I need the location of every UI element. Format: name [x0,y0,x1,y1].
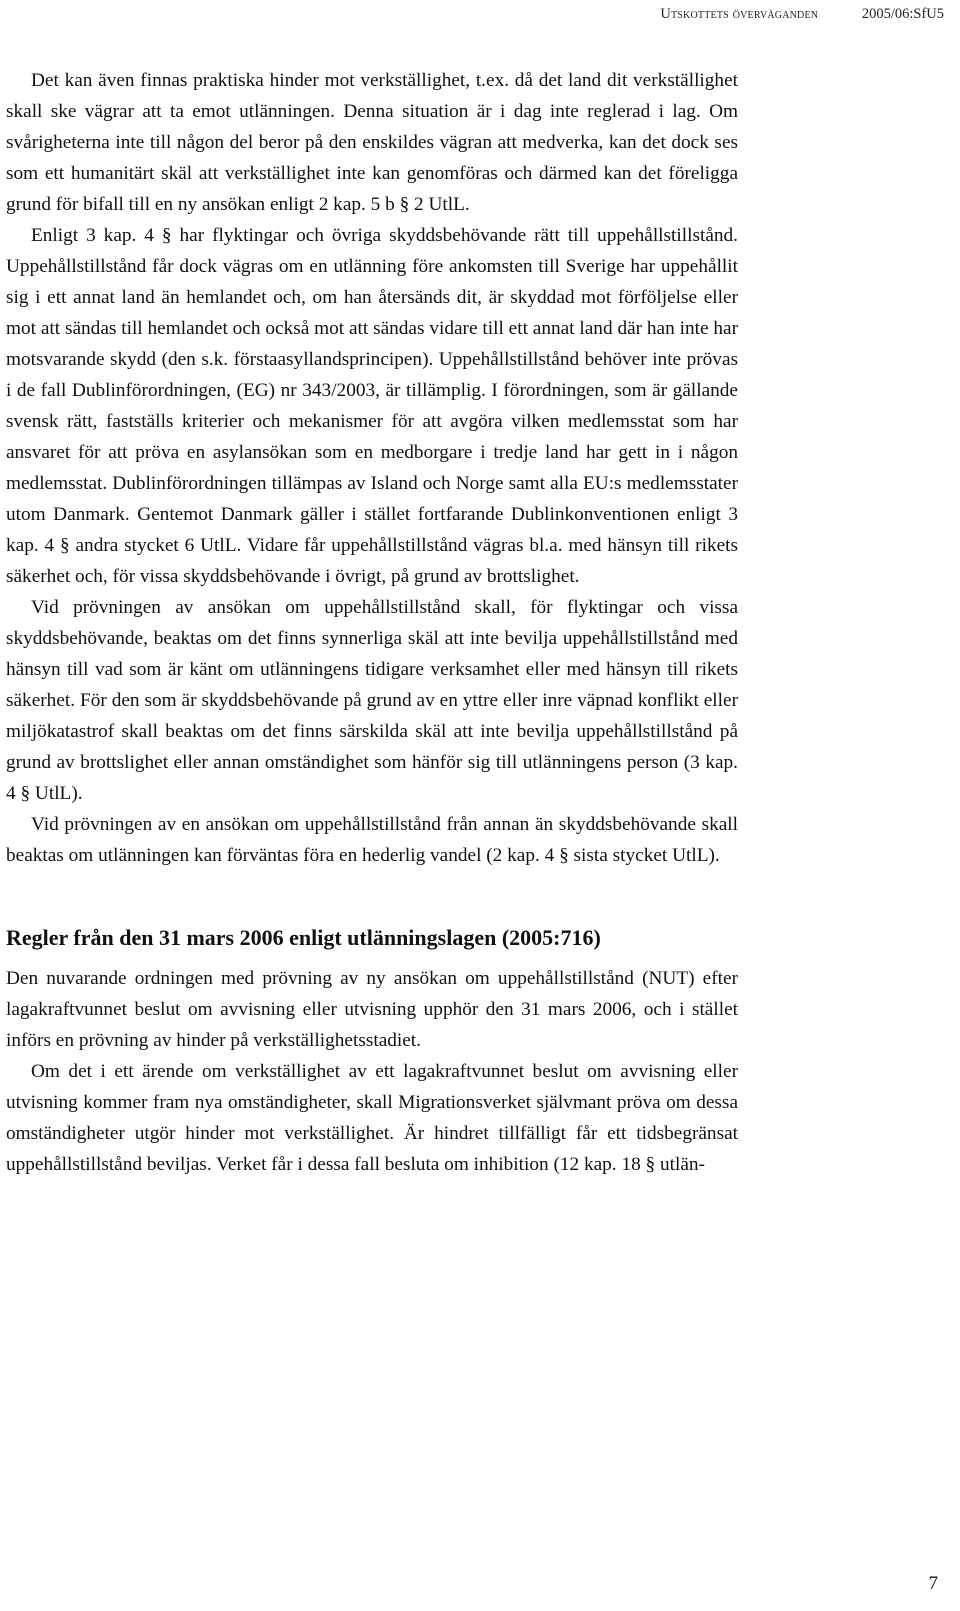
running-header [0,6,944,23]
paragraph: Den nuvarande ordningen med prövning av ny ansökan om uppehållstillstånd (NUT) efter lagakraftvunnet beslut om avvisning eller utvisning upphör den 31 mars 2006, och i stället införs en prövning av hinder på verkställighetsstadiet. [6,968,738,1051]
document-body [6,65,738,1180]
paragraph: Enligt 3 kap. 4 § har flyktingar och övriga skyddsbehövande rätt till uppehållstillstånd. Uppehållstillstånd får dock vägras om en utlänning före ankomsten till Sverige har uppehållit sig i ett annat land än hemlandet och, om han återsänds dit, är skyddad mot förföljelse eller mot att sändas till hemlandet och också mot att sändas vidare till ett annat land där han inte har motsvarande skydd (den s.k. förstaasyllandsprincipen). Uppehållstillstånd behöver inte prövas i de fall Dublinförordningen, (EG) nr 343/2003, är tillämplig. I förordningen, som är gällande svensk rätt, fastställs kriterier och mekanismer för att avgöra vilken medlemsstat som har ansvaret för att pröva en asylansökan som en medborgare i tredje land har gett in i någon medlemsstat. Dublinförordningen tillämpas av Island och Norge samt alla EU:s medlemsstater utom Danmark. Gentemot Danmark gäller i stället fortfarande Dublinkonventionen enligt 3 kap. 4 § andra stycket 6 UtlL. Vidare får uppehållstillstånd vägras bl.a. med hänsyn till rikets säkerhet och, för vissa skyddsbehövande i övrigt, på grund av brottslighet. [6,225,738,587]
paragraph: Om det i ett ärende om verkställighet av ett lagakraftvunnet beslut om avvisning eller utvisning kommer fram nya omständigheter, skall Migrationsverket självmant pröva om dessa omständigheter utgör hinder mot verkställighet. Är hindret tillfälligt får ett tidsbegränsat uppehållstillstånd beviljas. Verket får i dessa fall besluta om inhibition (12 kap. 18 § utlän- [6,1061,738,1175]
paragraph: Det kan även finnas praktiska hinder mot verkställighet, t.ex. då det land dit verkställighet skall ske vägrar att ta emot utlänningen. Denna situation är i dag inte reglerad i lag. Om svårigheterna inte till någon del beror på den enskildes vägran att medverka, kan det dock ses som ett humanitärt skäl att verkställighet inte kan genomföras och därmed kan det föreligga grund för bifall till en ny ansökan enligt 2 kap. 5 b § 2 UtlL. [6,70,738,215]
section-heading: Regler från den 31 mars 2006 enligt utlänningslagen (2005:716) [6,925,601,950]
paragraph: Vid prövningen av en ansökan om uppehållstillstånd från annan än skyddsbehövande skall beaktas om utlänningen kan förväntas föra en hederlig vandel (2 kap. 4 § sista stycket UtlL). [6,814,738,866]
page-number: 7 [928,1573,938,1594]
section-title: Utskottets överväganden [660,6,819,22]
paragraph: Vid prövningen av ansökan om uppehållstillstånd skall, för flyktingar och vissa skyddsbehövande, beaktas om det finns synnerliga skäl att inte bevilja uppehållstillstånd med hänsyn till vad som är känt om utlänningens tidigare verksamhet eller med hänsyn till rikets säkerhet. För den som är skyddsbehövande på grund av en yttre eller inre väpnad konflikt eller miljökatastrof skall beaktas om det finns särskilda skäl att inte bevilja uppehållstillstånd på grund av brottslighet eller annan omständighet som hänför sig till utlänningens person (3 kap. 4 § UtlL). [6,597,738,804]
report-id: 2005/06:SfU5 [861,6,944,22]
